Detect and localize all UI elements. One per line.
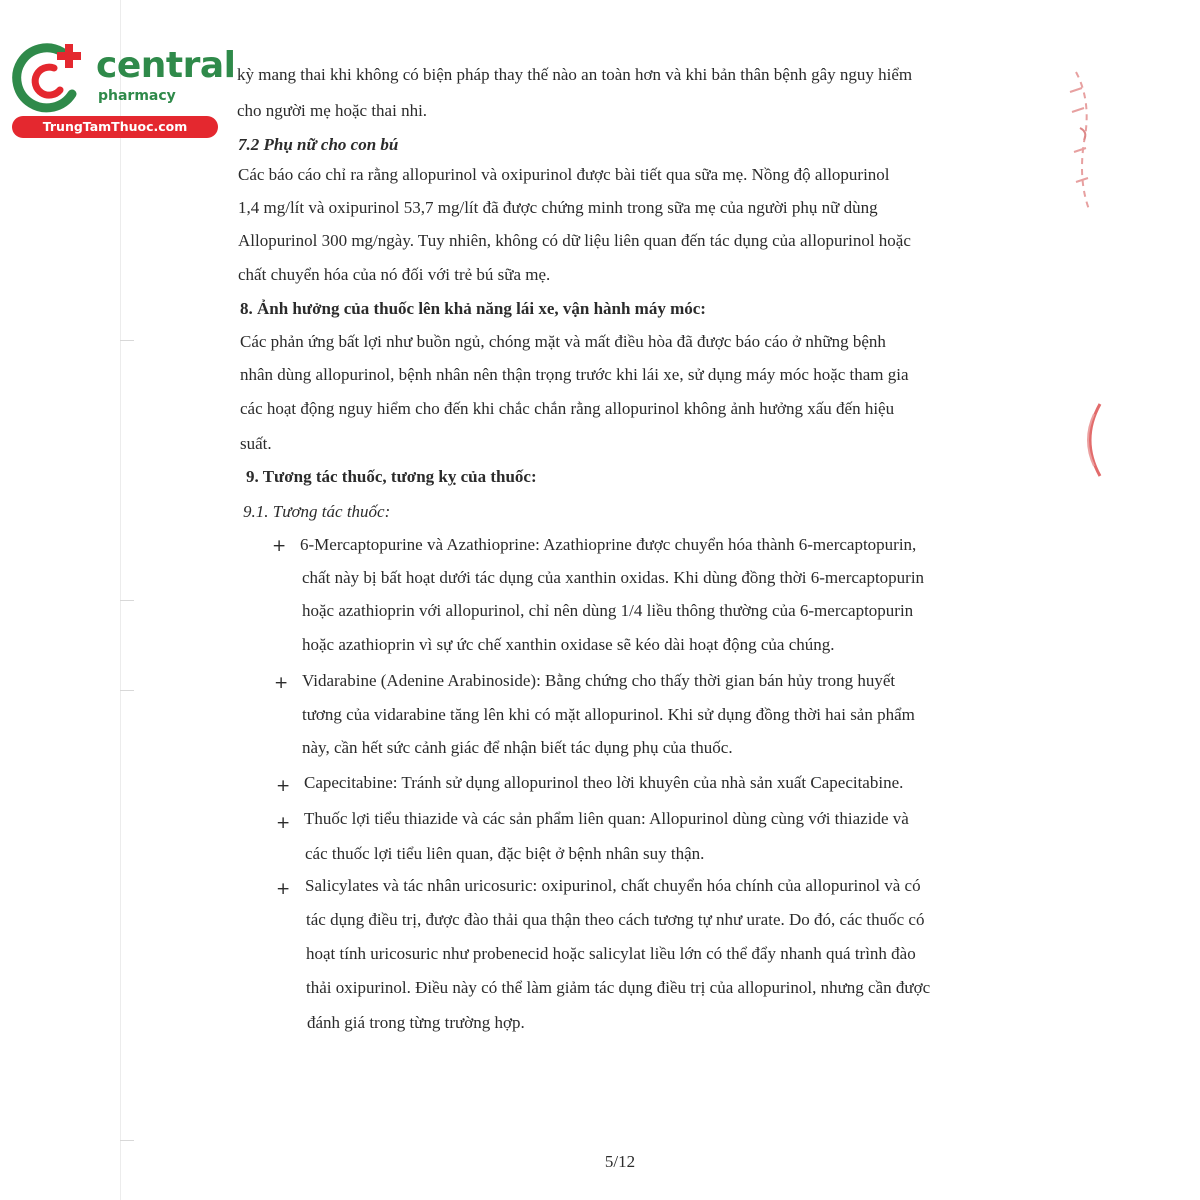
paragraph-line: 1,4 mg/lít và oxipurinol 53,7 mg/lít đã được chứng minh trong sữa mẹ của người phụ nữ dùng — [238, 198, 878, 217]
paragraph-line: Allopurinol 300 mg/ngày. Tuy nhiên, không có dữ liệu liên quan đến tác dụng của allopurinol hoặc — [238, 231, 911, 250]
list-item-line: Vidarabine (Adenine Arabinoside): Bằng chứng cho thấy thời gian bán hủy trong huyết — [302, 671, 896, 690]
paragraph-line: nhân dùng allopurinol, bệnh nhân nên thận trọng trước khi lái xe, sử dụng máy móc hoặc tham gia — [240, 365, 909, 384]
list-item-line: hoặc azathioprin vì sự ức chế xanthin oxidase sẽ kéo dài hoạt động của chúng. — [302, 635, 835, 654]
subsection-heading-9-1: 9.1. Tương tác thuốc: — [243, 502, 391, 521]
paragraph-line: Các phản ứng bất lợi như buồn ngủ, chóng mặt và mất điều hòa đã được báo cáo ở những bệnh — [240, 332, 886, 351]
list-item-line: đánh giá trong từng trường hợp. — [307, 1013, 525, 1032]
section-heading-9: 9. Tương tác thuốc, tương kỵ của thuốc: — [246, 467, 537, 486]
section-heading-7-2: 7.2 Phụ nữ cho con bú — [238, 135, 399, 154]
bullet-marker: + — [272, 536, 287, 556]
list-item-line: Salicylates và tác nhân uricosuric: oxipurinol, chất chuyển hóa chính của allopurinol và có — [305, 876, 921, 895]
list-item-line: hoặc azathioprin với allopurinol, chỉ nên dùng 1/4 liều thông thường của 6-mercaptopurin — [302, 601, 914, 620]
list-item-line: Thuốc lợi tiểu thiazide và các sản phẩm liên quan: Allopurinol dùng cùng với thiazide và — [304, 809, 909, 828]
list-item-line: hoạt tính uricosuric như probenecid hoặc salicylat liều lớn có thể đẩy nhanh quá trình đào — [306, 944, 916, 963]
list-item-line: này, cần hết sức cảnh giác để nhận biết tác dụng phụ của thuốc. — [302, 738, 733, 757]
list-item-line: tác dụng điều trị, được đào thải qua thận theo cách tương tự như urate. Do đó, các thuốc có — [306, 910, 925, 929]
section-heading-8: 8. Ảnh hưởng của thuốc lên khả năng lái xe, vận hành máy móc: — [240, 299, 706, 318]
logo-subtitle: pharmacy — [98, 88, 176, 104]
logo-wordmark: central — [96, 45, 236, 86]
bullet-marker: + — [276, 776, 291, 796]
list-item-line: 6-Mercaptopurine và Azathioprine: Azathioprine được chuyển hóa thành 6-mercaptopurin, — [300, 535, 917, 554]
paragraph-line: Các báo cáo chỉ ra rằng allopurinol và oxipurinol được bài tiết qua sữa mẹ. Nồng độ allopurinol — [238, 165, 890, 184]
logo-url-badge[interactable]: TrungTamThuoc.com — [12, 116, 218, 138]
list-item-line: thải oxipurinol. Điều này có thể làm giảm tác dụng điều trị của allopurinol, nhưng cần được — [306, 978, 931, 997]
list-item-line: tương của vidarabine tăng lên khi có mặt allopurinol. Khi sử dụng đồng thời hai sản phẩm — [302, 705, 915, 724]
list-item-line: chất này bị bất hoạt dưới tác dụng của xanthin oxidas. Khi dùng đồng thời 6-mercaptopurin — [302, 568, 925, 587]
paragraph-line: suất. — [240, 434, 272, 453]
paragraph-line: các hoạt động nguy hiểm cho đến khi chắc chắn rằng allopurinol không ảnh hưởng xấu đến hiệu — [240, 399, 895, 418]
page-number: 5/12 — [604, 1152, 636, 1171]
paragraph-line: cho người mẹ hoặc thai nhi. — [237, 101, 428, 120]
bullet-marker: + — [276, 813, 291, 833]
list-item-line: Capecitabine: Tránh sử dụng allopurinol theo lời khuyên của nhà sản xuất Capecitabine. — [304, 773, 904, 792]
list-item-line: các thuốc lợi tiểu liên quan, đặc biệt ở bệnh nhân suy thận. — [305, 844, 705, 863]
paragraph-line: chất chuyển hóa của nó đối với trẻ bú sữa mẹ. — [238, 265, 551, 284]
bullet-marker: + — [276, 879, 291, 899]
paragraph-line: kỳ mang thai khi không có biện pháp thay thế nào an toàn hơn và khi bản thân bệnh gây nguy hiểm — [237, 65, 913, 84]
bullet-marker: + — [274, 673, 289, 693]
